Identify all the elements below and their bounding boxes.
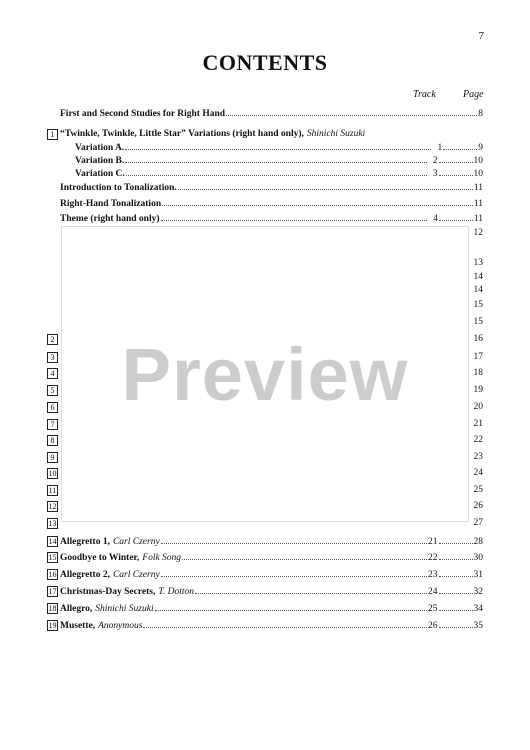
entry-title: Variation A. xyxy=(75,143,125,153)
entry-track: 25 xyxy=(428,604,438,614)
toc-entry-line xyxy=(75,153,483,167)
entry-track: 4 xyxy=(433,214,438,224)
entry-composer: Folk Song xyxy=(142,553,182,563)
track-number-box: 6 xyxy=(47,402,58,413)
toc-entry xyxy=(47,584,483,598)
entry-page: 35 xyxy=(473,621,483,631)
track-number-box: 16 xyxy=(48,570,57,579)
entry-composer: Anonymous xyxy=(98,621,143,631)
entry-title: Variation C. xyxy=(75,169,125,179)
page-title: CONTENTS xyxy=(202,50,328,75)
toc-entry xyxy=(47,166,483,180)
toc-entry xyxy=(47,618,483,632)
dot-leader xyxy=(125,140,431,150)
entry-track: 1 xyxy=(437,143,443,153)
dot-leader xyxy=(161,211,427,221)
entry-page: 30 xyxy=(473,553,483,563)
track-number-box: 5 xyxy=(47,385,58,396)
track-number-box: 11 xyxy=(48,486,57,495)
track-number-box: 9 xyxy=(47,452,58,463)
entry-page: 22 xyxy=(473,435,483,445)
entry-page: 11 xyxy=(473,199,483,209)
toc-entry xyxy=(47,567,483,581)
entry-track: 24 xyxy=(428,587,438,597)
entry-composer: T. Dotton xyxy=(158,587,195,597)
entry-track: 23 xyxy=(428,570,438,580)
toc-entry xyxy=(47,153,483,167)
entry-page: 9 xyxy=(478,143,483,153)
dot-leader xyxy=(443,140,477,150)
entry-page: 14 xyxy=(473,285,483,295)
dot-leader xyxy=(182,550,426,560)
dot-leader xyxy=(162,196,473,206)
toc-entry-line xyxy=(60,550,483,564)
entry-title: Variation B. xyxy=(75,156,125,166)
entry-page: 27 xyxy=(473,518,483,528)
entry-page: 20 xyxy=(473,402,483,412)
dot-leader xyxy=(161,567,427,577)
entry-page: 19 xyxy=(473,385,483,395)
entry-page: 13 xyxy=(473,258,483,268)
toc-entry xyxy=(47,196,483,210)
track-number-box: 19 xyxy=(48,621,57,630)
entry-page: 25 xyxy=(473,485,483,495)
entry-composer: Shinichi Suzuki xyxy=(95,604,154,614)
toc-entry-line xyxy=(60,196,483,210)
track-number-box: 3 xyxy=(47,352,58,363)
track-number-box: 13 xyxy=(48,519,57,528)
entry-title: Introduction to Tonalization. xyxy=(60,183,177,193)
toc-entry xyxy=(47,601,483,615)
entry-title: Musette, xyxy=(60,621,96,631)
entry-track: 2 xyxy=(432,156,438,166)
entry-page: 11 xyxy=(473,214,483,224)
entry-title: Right-Hand Tonalization xyxy=(60,199,162,209)
dot-leader xyxy=(439,601,473,611)
track-number-box: 12 xyxy=(48,502,57,511)
dot-leader xyxy=(439,550,473,560)
entry-track: 22 xyxy=(428,553,438,563)
entry-title: Allegretto 2, xyxy=(60,570,110,580)
entry-title: Allegretto 1, xyxy=(60,537,110,547)
toc-entry-line xyxy=(75,166,483,180)
dot-leader xyxy=(439,211,473,221)
entry-title: Allegro, xyxy=(60,604,93,614)
entry-page: 12 xyxy=(473,228,483,238)
entry-composer: Carl Czerny xyxy=(112,570,160,580)
entry-title: Goodbye to Winter, xyxy=(60,553,140,563)
entry-title: Christmas-Day Secrets, xyxy=(60,587,156,597)
track-number-box: 8 xyxy=(47,435,58,446)
entry-page: 15 xyxy=(473,300,483,310)
entry-page: 31 xyxy=(473,570,483,580)
track-number-box: 2 xyxy=(47,334,58,345)
entry-track: 26 xyxy=(428,621,438,631)
entry-page: 17 xyxy=(473,352,483,362)
entry-page: 16 xyxy=(473,334,483,344)
toc-entry-line xyxy=(60,127,483,141)
entry-title: “Twinkle, Twinkle, Little Star” Variations (right hand only), xyxy=(60,129,304,139)
preview-overlay xyxy=(61,226,469,522)
dot-leader xyxy=(178,180,473,190)
toc-entry-line xyxy=(75,140,483,154)
preview-watermark: Preview xyxy=(121,332,409,416)
entry-page: 32 xyxy=(473,587,483,597)
toc-entry xyxy=(47,127,483,141)
toc-entry xyxy=(47,534,483,548)
entry-composer: Carl Czerny xyxy=(112,537,160,547)
toc-entry xyxy=(47,550,483,564)
entry-page: 26 xyxy=(473,501,483,511)
dot-leader xyxy=(161,534,427,544)
toc-entry-line xyxy=(60,567,483,581)
dot-leader xyxy=(439,153,473,163)
toc-entry-line xyxy=(60,534,483,548)
toc-entry-line xyxy=(60,180,483,194)
dot-leader xyxy=(439,618,473,628)
dot-leader xyxy=(155,601,427,611)
entry-track: 21 xyxy=(428,537,438,547)
track-number-box: 14 xyxy=(48,537,57,546)
dot-leader xyxy=(439,166,473,176)
dot-leader xyxy=(439,534,473,544)
dot-leader xyxy=(143,618,426,628)
track-number-box: 18 xyxy=(48,604,57,613)
entry-track: 3 xyxy=(432,169,438,179)
entry-page: 18 xyxy=(473,368,483,378)
dot-leader xyxy=(125,153,426,163)
page-column-header: Page xyxy=(463,89,484,100)
track-number-box: 15 xyxy=(48,553,57,562)
entry-page: 23 xyxy=(473,452,483,462)
dot-leader xyxy=(195,584,426,594)
page-number: 7 xyxy=(478,30,484,42)
track-number-box: 10 xyxy=(48,469,57,478)
track-number-box: 7 xyxy=(47,419,58,430)
dot-leader xyxy=(126,166,427,176)
toc-entry-line xyxy=(60,584,483,598)
track-number-box: 1 xyxy=(47,129,58,140)
entry-page: 14 xyxy=(473,272,483,282)
entry-page: 28 xyxy=(473,537,483,547)
dot-leader xyxy=(439,584,473,594)
toc-entry-line xyxy=(60,618,483,632)
entry-page: 8 xyxy=(478,109,483,119)
toc-entry-line xyxy=(60,211,483,225)
entry-page: 10 xyxy=(473,169,483,179)
entry-page: 11 xyxy=(473,183,483,193)
entry-page: 34 xyxy=(473,604,483,614)
toc-entry-line xyxy=(60,601,483,615)
entry-page: 15 xyxy=(473,317,483,327)
toc-entry xyxy=(47,140,483,154)
entry-page: 21 xyxy=(473,419,483,429)
toc-entry-line xyxy=(60,106,483,120)
entry-title: First and Second Studies for Right Hand xyxy=(60,109,226,119)
track-number-box: 17 xyxy=(48,587,57,596)
entry-composer: Shinichi Suzuki xyxy=(306,129,366,139)
toc-entry xyxy=(47,211,483,225)
toc-entry xyxy=(47,180,483,194)
entry-page: 24 xyxy=(473,468,483,478)
toc-entry xyxy=(47,106,483,120)
track-number-box: 4 xyxy=(47,368,58,379)
entry-title: Theme (right hand only) xyxy=(60,214,160,224)
track-column-header: Track xyxy=(413,89,436,100)
dot-leader xyxy=(439,567,473,577)
dot-leader xyxy=(226,106,477,116)
entry-page: 10 xyxy=(473,156,483,166)
